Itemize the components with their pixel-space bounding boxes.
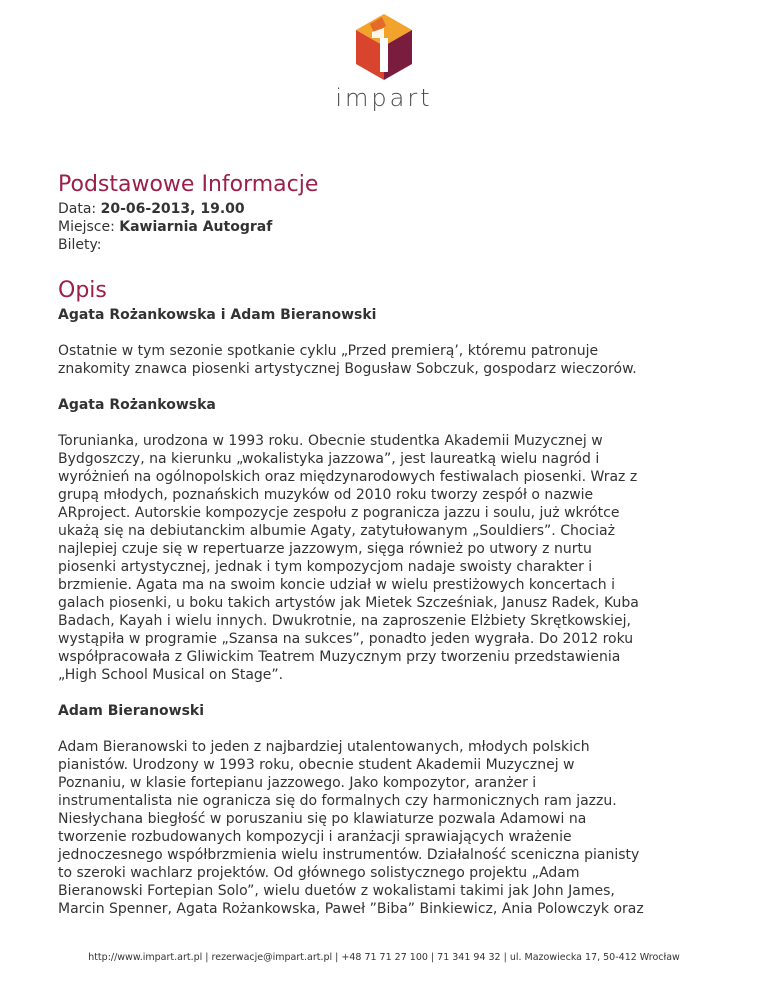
paragraph-line: Bieranowski Fortepian Solo”, wielu duetów z wokalistami takimi jak John James, xyxy=(58,883,615,899)
paragraph-line: wystąpiła w programie „Szansa na sukces”, ponadto jeden wygrała. Do 2012 roku xyxy=(58,631,634,647)
date-label: Data: xyxy=(58,201,97,217)
paragraph-line: Poznaniu, w klasie fortepianu jazzowego. Jako kompozytor, aranżer i xyxy=(58,775,537,791)
paragraph-line: jednoczesnego współbrzmienia wielu instrumentów. Działalność sceniczna pianisty xyxy=(58,847,640,863)
paragraph-line: ARproject. Autorskie kompozycje zespołu z pogranicza jazzu i soulu, już wkrótce xyxy=(58,505,620,521)
adam-paragraph xyxy=(58,738,718,918)
intro-paragraph xyxy=(58,342,718,378)
paragraph-line: galach piosenki, u boku takich artystów jak Mietek Szcześniak, Janusz Radek, Kuba xyxy=(58,595,639,611)
place-label: Miejsce: xyxy=(58,219,115,235)
place-value: Kawiarnia Autograf xyxy=(119,219,273,235)
paragraph-line: to szeroki wachlarz projektów. Od głównego solistycznego projektu „Adam xyxy=(58,865,580,881)
basic-info-heading: Podstawowe Informacje xyxy=(58,172,319,197)
paragraph-line: instrumentalista nie ogranicza się do formalnych czy harmonicznych ram jazzu. xyxy=(58,793,617,809)
paragraph-line: Marcin Spenner, Agata Rożankowska, Paweł ”Biba” Binkiewicz, Ania Polowczyk oraz xyxy=(58,901,644,917)
paragraph-line: znakomity znawca piosenki artystycznej Bogusław Sobczuk, gospodarz wieczorów. xyxy=(58,361,637,377)
tickets-label: Bilety: xyxy=(58,237,102,253)
paragraph-line: współpracowała z Gliwickim Teatrem Muzycznym przy tworzeniu przedstawienia xyxy=(58,649,621,665)
paragraph-line: Ostatnie w tym sezonie spotkanie cyklu „Przed premierą’, któremu patronuje xyxy=(58,343,599,359)
paragraph-line: wyróżnień na ogólnopolskich oraz międzynarodowych festiwalach piosenki. Wraz z xyxy=(58,469,638,485)
paragraph-line: grupą młodych, poznańskich muzyków od 2010 roku tworzy zespół o nazwie xyxy=(58,487,594,503)
paragraph-line: Bydgoszczy, na kierunku „wokalistyka jazzowa”, jest laureatką wielu nagród i xyxy=(58,451,600,467)
agata-heading: Agata Rożankowska xyxy=(58,397,216,413)
paragraph-line: pianistów. Urodzony w 1993 roku, obecnie student Akademii Muzycznej w xyxy=(58,757,575,773)
impart-logo-icon xyxy=(356,14,412,80)
paragraph-line: „High School Musical on Stage”. xyxy=(58,667,284,683)
paragraph-line: piosenki artystycznej, jednak i tym kompozycjom nadaje swoisty charakter i xyxy=(58,559,593,575)
brand-name: impart xyxy=(335,84,433,112)
paragraph-line: tworzenie rozbudowanych kompozycji i aranżacji sprawiających wrażenie xyxy=(58,829,572,845)
paragraph-line: ukażą się na debiutanckim albumie Agaty, zatytułowanym „Souldiers”. Chociaż xyxy=(58,523,615,539)
paragraph-line: Torunianka, urodzona w 1993 roku. Obecnie studentka Akademii Muzycznej w xyxy=(58,433,603,449)
paragraph-line: najlepiej czuje się w repertuarze jazzowym, sięga również po utwory z nurtu xyxy=(58,541,592,557)
footer-contact: http://www.impart.art.pl | rezerwacje@impart.art.pl | +48 71 71 27 100 | 71 341 94 32 | ul. Mazowiecka 17, 50-412 Wrocław xyxy=(88,952,680,963)
date-row xyxy=(58,200,718,218)
place-row xyxy=(58,218,718,236)
event-content xyxy=(58,170,718,918)
description-heading: Opis xyxy=(58,278,107,303)
paragraph-line: Badach, Kayah i wielu innych. Dwukrotnie, na zaproszenie Elżbiety Skrętkowskiej, xyxy=(58,613,631,629)
tickets-row xyxy=(58,236,718,254)
paragraph-line: Adam Bieranowski to jeden z najbardziej utalentowanych, młodych polskich xyxy=(58,739,590,755)
agata-paragraph xyxy=(58,432,718,684)
paragraph-line: brzmienie. Agata ma na swoim koncie udział w wielu prestiżowych koncertach i xyxy=(58,577,615,593)
adam-heading: Adam Bieranowski xyxy=(58,703,205,719)
event-subtitle: Agata Rożankowska i Adam Bieranowski xyxy=(58,307,377,323)
paragraph-line: Niesłychana biegłość w poruszaniu się po klawiaturze pozwala Adamowi na xyxy=(58,811,587,827)
date-value: 20-06-2013, 19.00 xyxy=(100,201,245,217)
